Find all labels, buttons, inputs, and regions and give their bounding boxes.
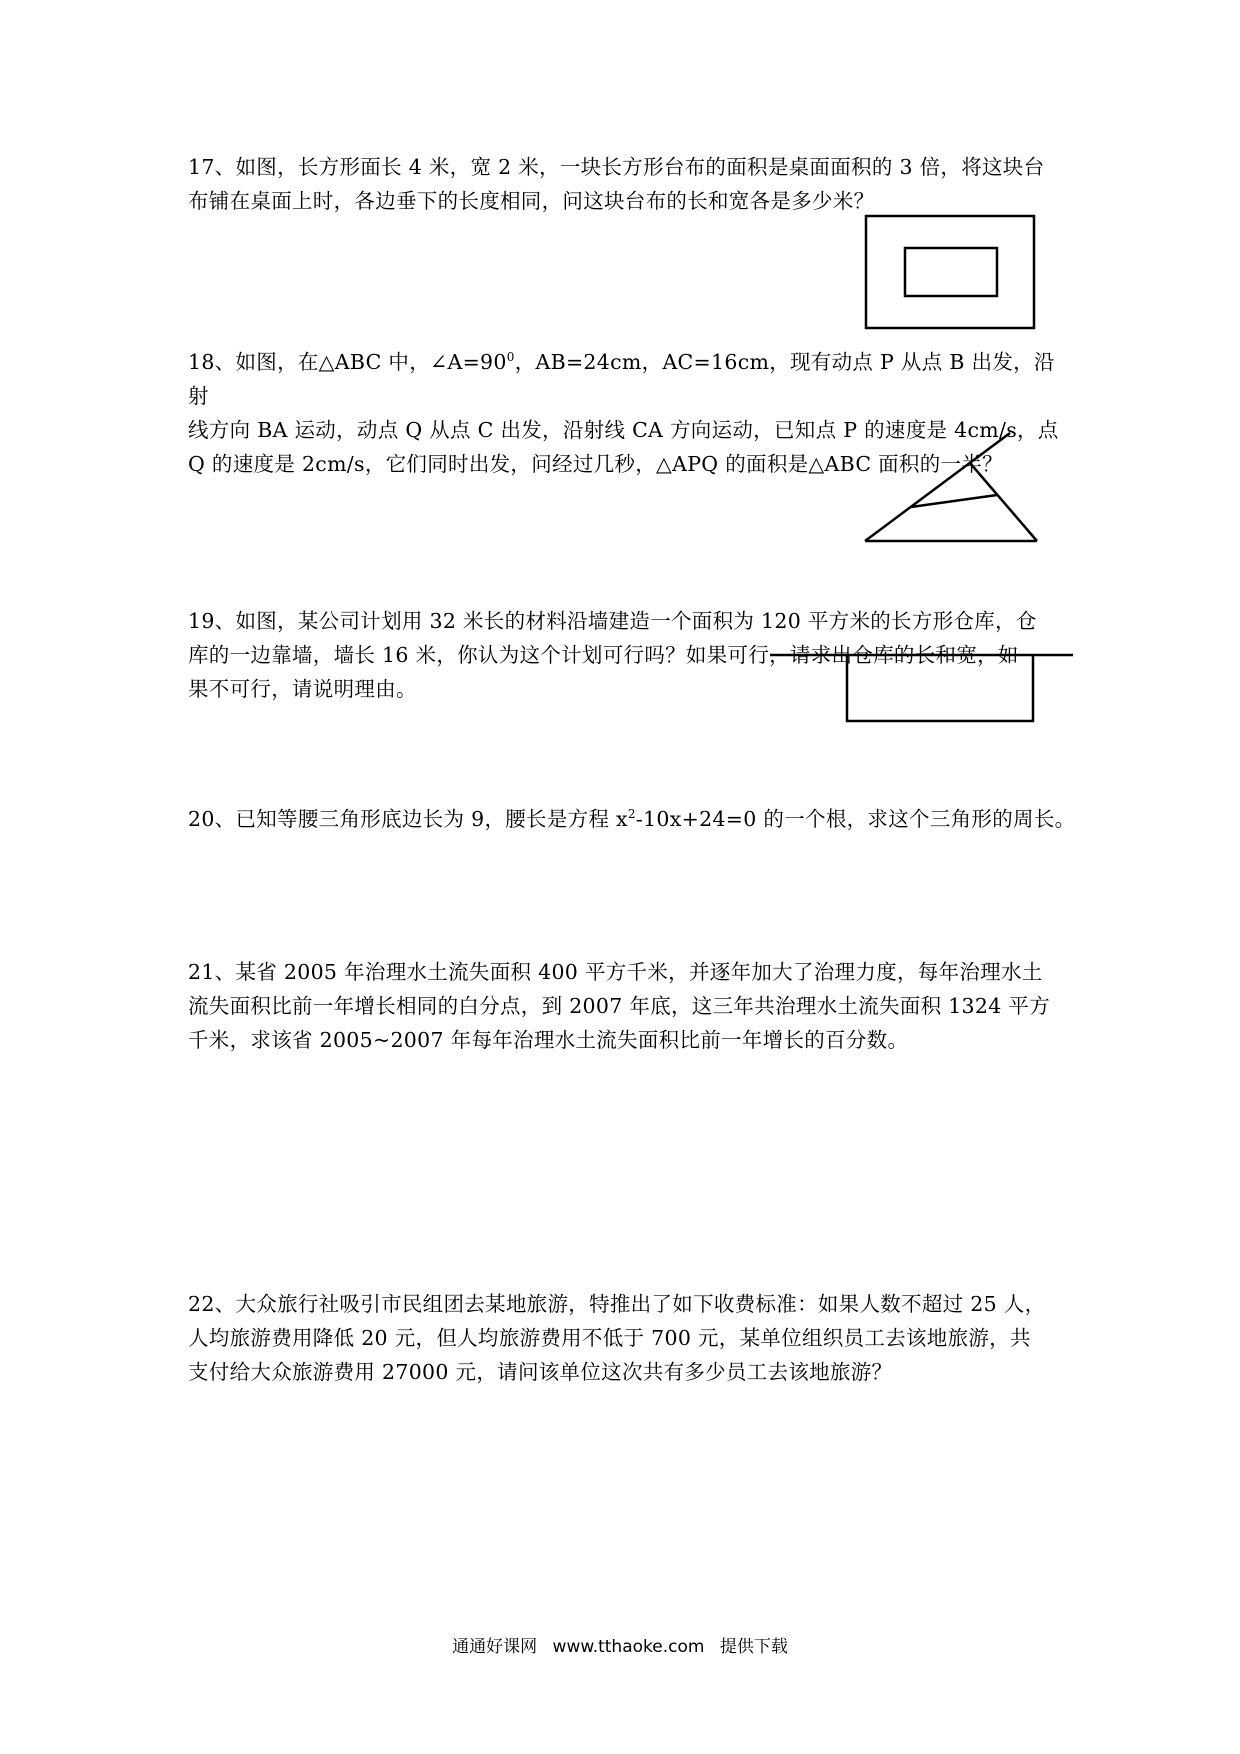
- question-18: 18、如图，在△ABC 中，$\angle A=90^0$，AB=24cm，AC=16cm，现有动点 P 从点 B 出发，沿射 线方向 BA 运动，动点 Q 从点 C 出发，沿射线 CA 方向运动，已知点 P 的速度是 4cm/s，点 Q 的速度是 2cm/s，它们同时出发，问经过几秒，△APQ 的面积是△ABC 面积的一半？: [188, 350, 1059, 476]
- ray-ba: [865, 433, 1010, 541]
- warehouse-rect: [847, 655, 1033, 721]
- question-22: 22、大众旅行社吸引市民组团去某地旅游，特推出了如下收费标准：如果人数不超过 25 人， 人均旅游费用降低 20 元，但人均旅游费用不低于 700 元，某单位组织员工去该地旅游，共 支付给大众旅游费用 27000 元，请问该单位这次共有多少员工去该地旅游？: [188, 1292, 1046, 1384]
- footer-url[interactable]: www.tthaoke.com: [552, 1637, 705, 1657]
- question-19: 19、如图，某公司计划用 32 米长的材料沿墙建造一个面积为 120 平方米的长方形仓库，仓 库的一边靠墙，墙长 16 米，你认为这个计划可行吗？如果可行，请求出仓库的长和宽，如 果不可行，请说明理由。: [188, 609, 1037, 701]
- question-17: 17、如图，长方形面长 4 米，宽 2 米，一块长方形台布的面积是桌面面积的 3 倍，将这块台 布铺在桌面上时，各边垂下的长度相同，问这块台布的长和宽各是多少米？: [188, 155, 1045, 213]
- triangle-figure: [860, 428, 1045, 546]
- question-21: 21、某省 2005 年治理水土流失面积 400 平方千米，并逐年加大了治理力度，每年治理水土 流失面积比前一年增长相同的白分点，到 2007 年底，这三年共治理水土流失面积 1324 平方 千米，求该省 2005~2007 年每年治理水土流失面积比前一年增长的百分数。: [188, 960, 1051, 1052]
- question-20: 20、已知等腰三角形底边长为 9，腰长是方程 $x^2-10x+24=0$ 的一个根，求这个三角形的周长。: [188, 807, 1076, 831]
- table-rect: [905, 248, 997, 296]
- side-ac: [970, 463, 1037, 541]
- tablecloth-figure: [860, 213, 1040, 333]
- footer-site-name: 通通好课网: [452, 1637, 538, 1657]
- footer-note: 提供下载: [719, 1637, 788, 1657]
- tablecloth-rect: [866, 216, 1034, 328]
- warehouse-figure: [770, 650, 1075, 725]
- footer: [0, 1632, 1240, 1657]
